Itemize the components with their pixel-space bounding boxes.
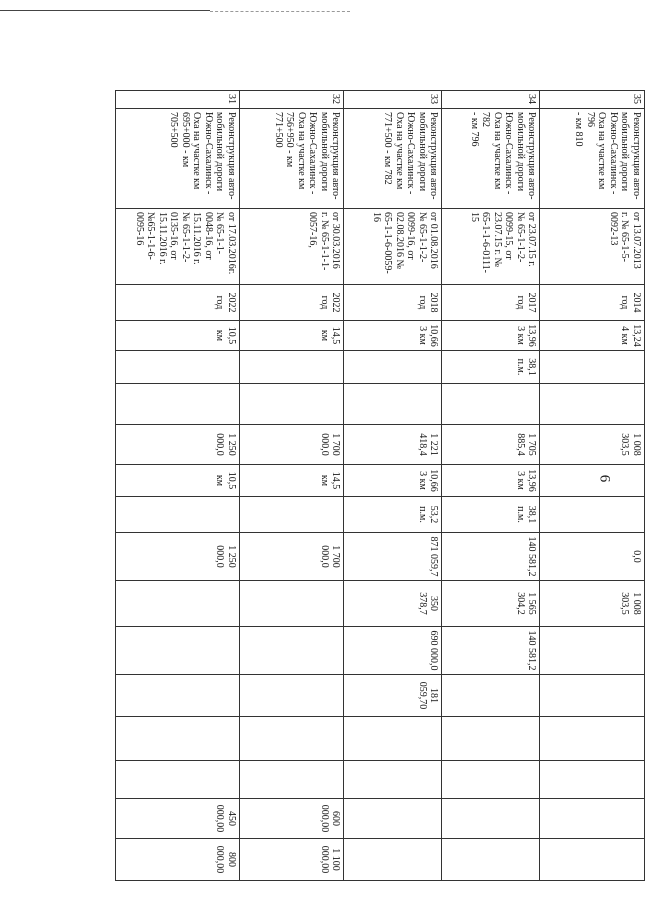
cell-y2: 140 581,2 [442,627,540,675]
cell-y1: 1 565 304,2 [442,581,540,627]
rotated-table-container [115,90,645,880]
cell-name: Реконструкция авто- мобильной дороги Южно-Сахалинск - Оха на участке км 695+000 - км 705+500 [116,109,240,209]
top-rule-dashed [210,11,350,12]
cell-y2 [116,627,240,675]
cell-y5 [344,761,442,799]
cell-y6: 450 000,00 [116,799,240,839]
cell-y1 [116,581,240,627]
cell-y6 [540,799,645,839]
cell-y3 [239,675,344,717]
cell-c6 [442,384,540,425]
cell-br2 [116,497,240,533]
cell-y7: 800 000,00 [116,839,240,881]
cell-y1 [239,581,344,627]
cell-tot: 1 250 000,0 [116,533,240,581]
cell-len2: 13,96 3 км [442,465,540,497]
cell-name: Реконструкция авто- мобильной дороги Южно-Сахалинск - Оха на участке км 771+500 - км 782 [344,109,442,209]
cell-c6 [344,384,442,425]
cell-y4 [344,717,442,761]
cell-cost: 1 705 885,4 [442,425,540,465]
cell-br2 [540,497,645,533]
cell-docs: от 01.08.2016 № 65-1-1-2- 0099-16, от 02.08.2016 № 65-1-1-6-0059- 16 [344,209,442,285]
cell-tot: 0,0 [540,533,645,581]
cell-name: Реконструкция авто- мобильной дороги Южно-Сахалинск - Оха на участке км 796 - км 810 [540,109,645,209]
cell-docs: от 17.03.2016г. № 65-1-1- 0048-16, от 15.11.2016 г. № 65-1-1-2- 0135-16, от 15.11.2016 г. №65-1-1-6- 0095-16 [116,209,240,285]
cell-y6 [442,799,540,839]
cell-docs: от 23.07.15 г. № 65-1-1-2- 0099-15, от 23.07.15 г. № 65-1-1-6-0111-15 [442,209,540,285]
cell-br2 [239,497,344,533]
cell-name: Реконструкция авто- мобильной дороги Южно-Сахалинск - Оха на участке км 756+950 - км 771+500 [239,109,344,209]
cell-bridge [116,351,240,384]
cell-y2 [239,627,344,675]
cell-y3 [442,675,540,717]
table-row [239,91,344,881]
cell-y3 [116,675,240,717]
cell-bridge [344,351,442,384]
table-row [344,91,442,881]
cell-y4 [239,717,344,761]
cell-len: 10,66 3 км [344,321,442,351]
cell-y5 [116,761,240,799]
cell-y7 [344,839,442,881]
cell-len2: 14,5 км [239,465,344,497]
cell-y3: 181 059,70 [344,675,442,717]
cell-len2: 10,66 3 км [344,465,442,497]
cell-row-number: 33 [344,91,442,109]
cell-cost: 1 250 000,0 [116,425,240,465]
cell-tot: 871 059,7 [344,533,442,581]
cell-len: 10,5 км [116,321,240,351]
cell-y5 [540,761,645,799]
table-row [442,91,540,881]
cell-len: 14,5 км [239,321,344,351]
cell-docs: от 30.03.2016 г. № 65-1-1-1- 0057-16, [239,209,344,285]
table-body [116,91,645,881]
cell-docs: от 13.07.2013 г. № 65-1-5- 0092-13 [540,209,645,285]
cell-row-number: 35 [540,91,645,109]
cell-row-number: 31 [116,91,240,109]
cell-y4 [442,717,540,761]
cell-year: 2017 год [442,285,540,321]
cell-name: Реконструкция авто- мобильной дороги Южно-Сахалинск - Оха на участке км 782 - км 796 [442,109,540,209]
cell-y4 [540,717,645,761]
cell-y4 [116,717,240,761]
cell-tot: 1 700 000,0 [239,533,344,581]
cell-cost: 1 700 000,0 [239,425,344,465]
cell-len: 13,24 4 км [540,321,645,351]
cell-year: 2018 год [344,285,442,321]
cell-y7 [442,839,540,881]
projects-table [115,90,645,881]
cell-y3 [540,675,645,717]
top-rule [0,10,210,11]
table-row [116,91,240,881]
cell-len2 [540,465,645,497]
cell-c6 [540,384,645,425]
cell-y6: 600 000,00 [239,799,344,839]
cell-y5 [239,761,344,799]
page-number: 6 [596,474,613,483]
cell-year: 2022 год [116,285,240,321]
cell-y5 [442,761,540,799]
cell-y1: 1 008 303,5 [540,581,645,627]
cell-len2: 10,5 км [116,465,240,497]
cell-br2: 53,2 п.м. [344,497,442,533]
cell-c6 [116,384,240,425]
cell-year: 2022 год [239,285,344,321]
cell-cost: 1 008 303,5 [540,425,645,465]
cell-y2: 690 000,0 [344,627,442,675]
cell-len: 13,96 3 км [442,321,540,351]
table-row [540,91,645,881]
cell-bridge [540,351,645,384]
cell-br2: 38,1 п.м. [442,497,540,533]
cell-row-number: 34 [442,91,540,109]
cell-year: 2014 год [540,285,645,321]
cell-bridge: 38,1 п.м. [442,351,540,384]
cell-bridge [239,351,344,384]
cell-y1: 350 378,7 [344,581,442,627]
cell-row-number: 32 [239,91,344,109]
cell-tot: 140 581,2 [442,533,540,581]
cell-cost: 1 221 418,4 [344,425,442,465]
cell-y7: 1 100 000,00 [239,839,344,881]
cell-y2 [540,627,645,675]
cell-y6 [344,799,442,839]
cell-y7 [540,839,645,881]
cell-c6 [239,384,344,425]
